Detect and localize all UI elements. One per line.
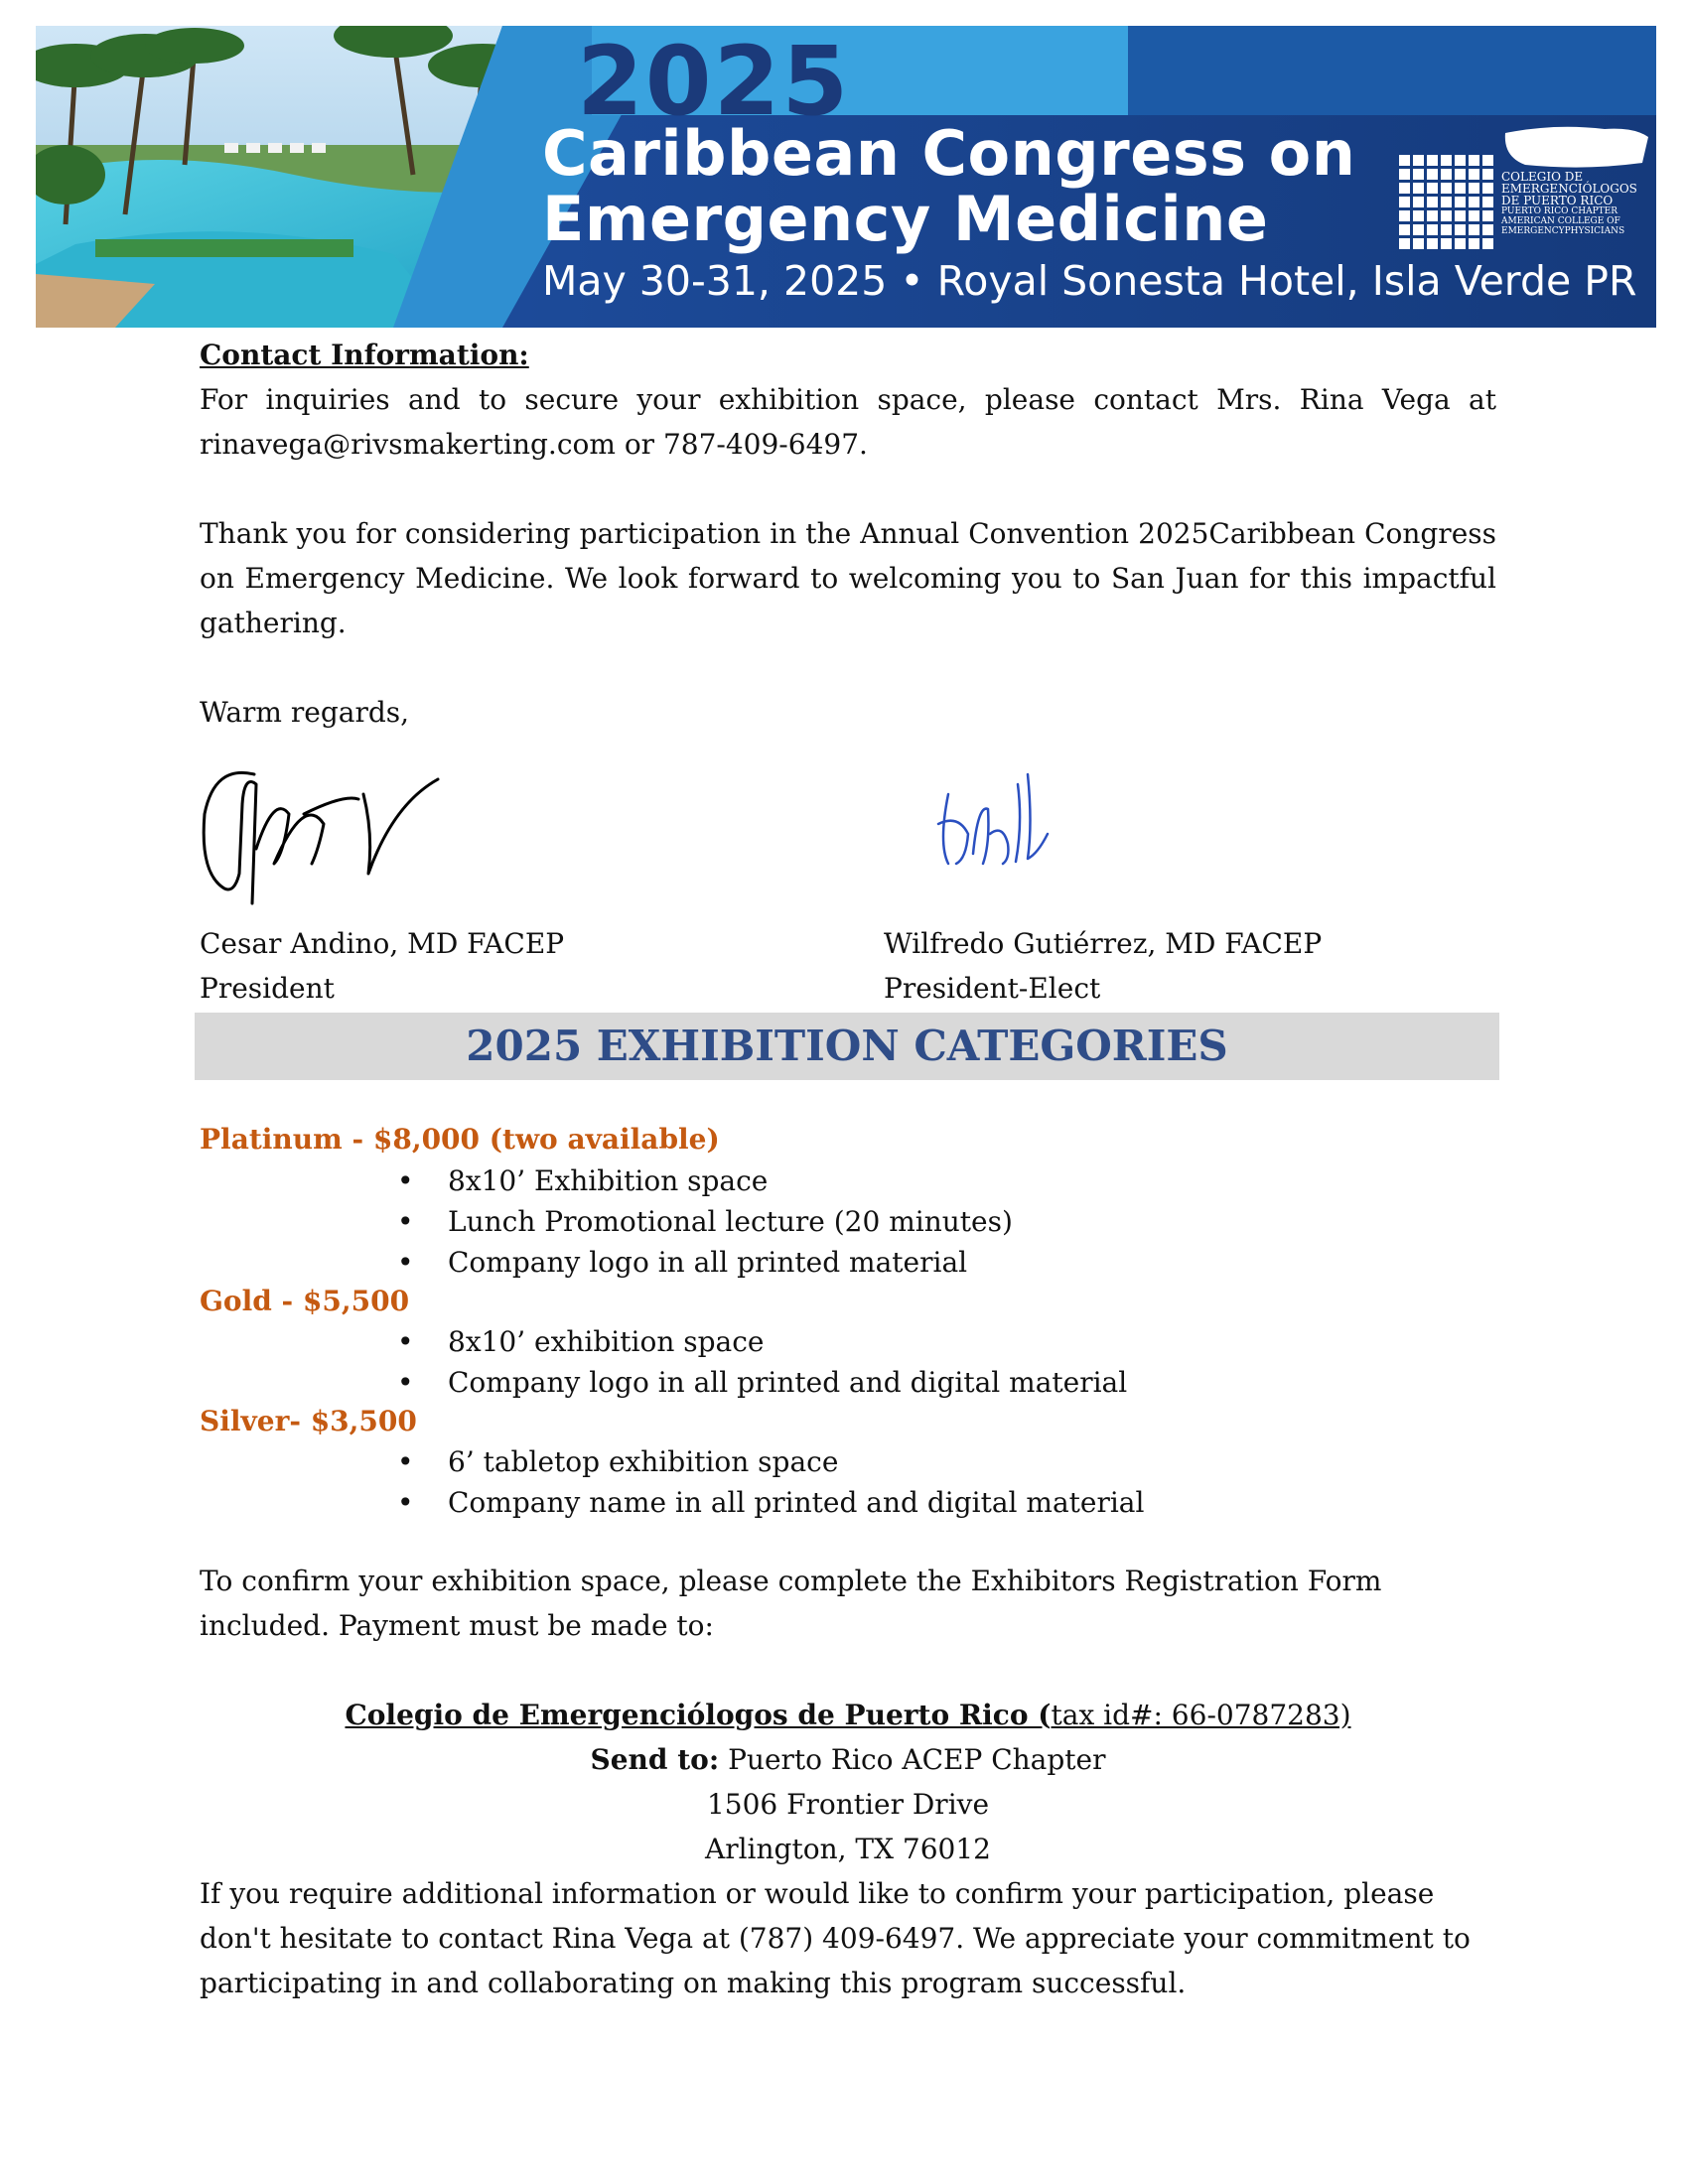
send-to-line [200,1737,1496,1782]
bullet-icon: • [397,1445,414,1478]
list-item-text: Company name in all printed and digital material [448,1486,1145,1519]
address-line1: 1506 Frontier Drive [706,1788,990,1821]
banner-year: 2025 [577,26,851,137]
confirm-text: To confirm your exhibition space, please complete the Exhibitors Registration Form included. Payment must be made to: [200,1565,1382,1642]
contact-heading: Contact Information: [200,339,529,371]
payee-name: Colegio de Emergenciólogos de Puerto Rico ( [345,1699,1052,1731]
tier-silver-label: Silver- $3,500 [200,1405,417,1437]
banner-dates-venue: May 30-31, 2025 • Royal Sonesta Hotel, Isla Verde PR [542,257,1637,305]
org-line: PUERTO RICO CHAPTER [1501,206,1618,216]
bullet-icon: • [397,1325,414,1358]
send-to-label: Send to: [590,1743,720,1776]
signatory-name: Wilfredo Gutiérrez, MD FACEP [884,927,1323,960]
signatory-title: President [200,972,335,1005]
categories-heading: 2025 EXHIBITION CATEGORIES [466,1022,1228,1070]
bullet-icon: • [397,1486,414,1519]
org-line: COLEGIO DE [1501,170,1584,184]
banner-org-name [1501,171,1650,236]
final-text: If you require additional information or would like to confirm your participation, please don't hesitate to contact Rina Vega at (787) 409-6497. We appreciate your commitment to participating in and collaborating on making this program successful. [200,1877,1471,1999]
signature-president-elect [928,764,1067,893]
banner-title-line1: Caribbean Congress on [542,117,1356,190]
signatory-president [200,921,564,1011]
list-item-text: Lunch Promotional lecture (20 minutes) [448,1205,1013,1238]
tax-id: tax id#: 66-0787283) [1051,1699,1351,1731]
address-line2: Arlington, TX 76012 [705,1833,991,1865]
send-to-name: Puerto Rico ACEP Chapter [719,1743,1106,1776]
bullet-icon: • [397,1164,414,1197]
final-section [200,1871,1496,2005]
signature-president [195,754,443,923]
bullet-icon: • [397,1246,414,1279]
bullet-icon: • [397,1366,414,1399]
org-line: AMERICAN COLLEGE OF [1501,216,1620,226]
list-item-text: 8x10’ exhibition space [448,1325,765,1358]
list-item-text: Company logo in all printed and digital material [448,1366,1128,1399]
signatory-president-elect [884,921,1322,1011]
bullet-icon: • [397,1205,414,1238]
thanks-text: Thank you for considering participation in the Annual Convention 2025Caribbean Congress on Emergency Medicine. We look forward to welcoming you to San Juan for this impactful gathering. [200,517,1496,639]
closing [200,690,1496,735]
signatory-name: Cesar Andino, MD FACEP [200,927,565,960]
payee-line [200,1693,1496,1737]
puerto-rico-island-icon [1505,127,1648,168]
list-item-text: 8x10’ Exhibition space [448,1164,769,1197]
contact-section [200,333,1496,467]
list-item-text: 6’ tabletop exhibition space [448,1445,839,1478]
closing-text: Warm regards, [200,696,410,729]
org-line: DE PUERTO RICO [1501,194,1614,207]
banner-title-line2: Emergency Medicine [542,183,1269,255]
signatory-title: President-Elect [884,972,1101,1005]
tier-gold-label: Gold - $5,500 [200,1285,410,1317]
banner-title [542,117,1356,255]
header-banner [36,26,1656,328]
org-line: EMERGENCYPHYSICIANS [1501,226,1625,236]
contact-text: For inquiries and to secure your exhibition space, please contact Mrs. Rina Vega at rinavega@rivsmakerting.com or 787-409-6497. [200,383,1496,461]
thanks-section [200,511,1496,645]
categories-heading-band [195,1013,1499,1080]
list-item-text: Company logo in all printed material [448,1246,968,1279]
org-line: EMERGENCIÓLOGOS [1501,182,1637,196]
confirm-section [200,1559,1496,1648]
tier-platinum-label: Platinum - $8,000 (two available) [200,1123,720,1156]
